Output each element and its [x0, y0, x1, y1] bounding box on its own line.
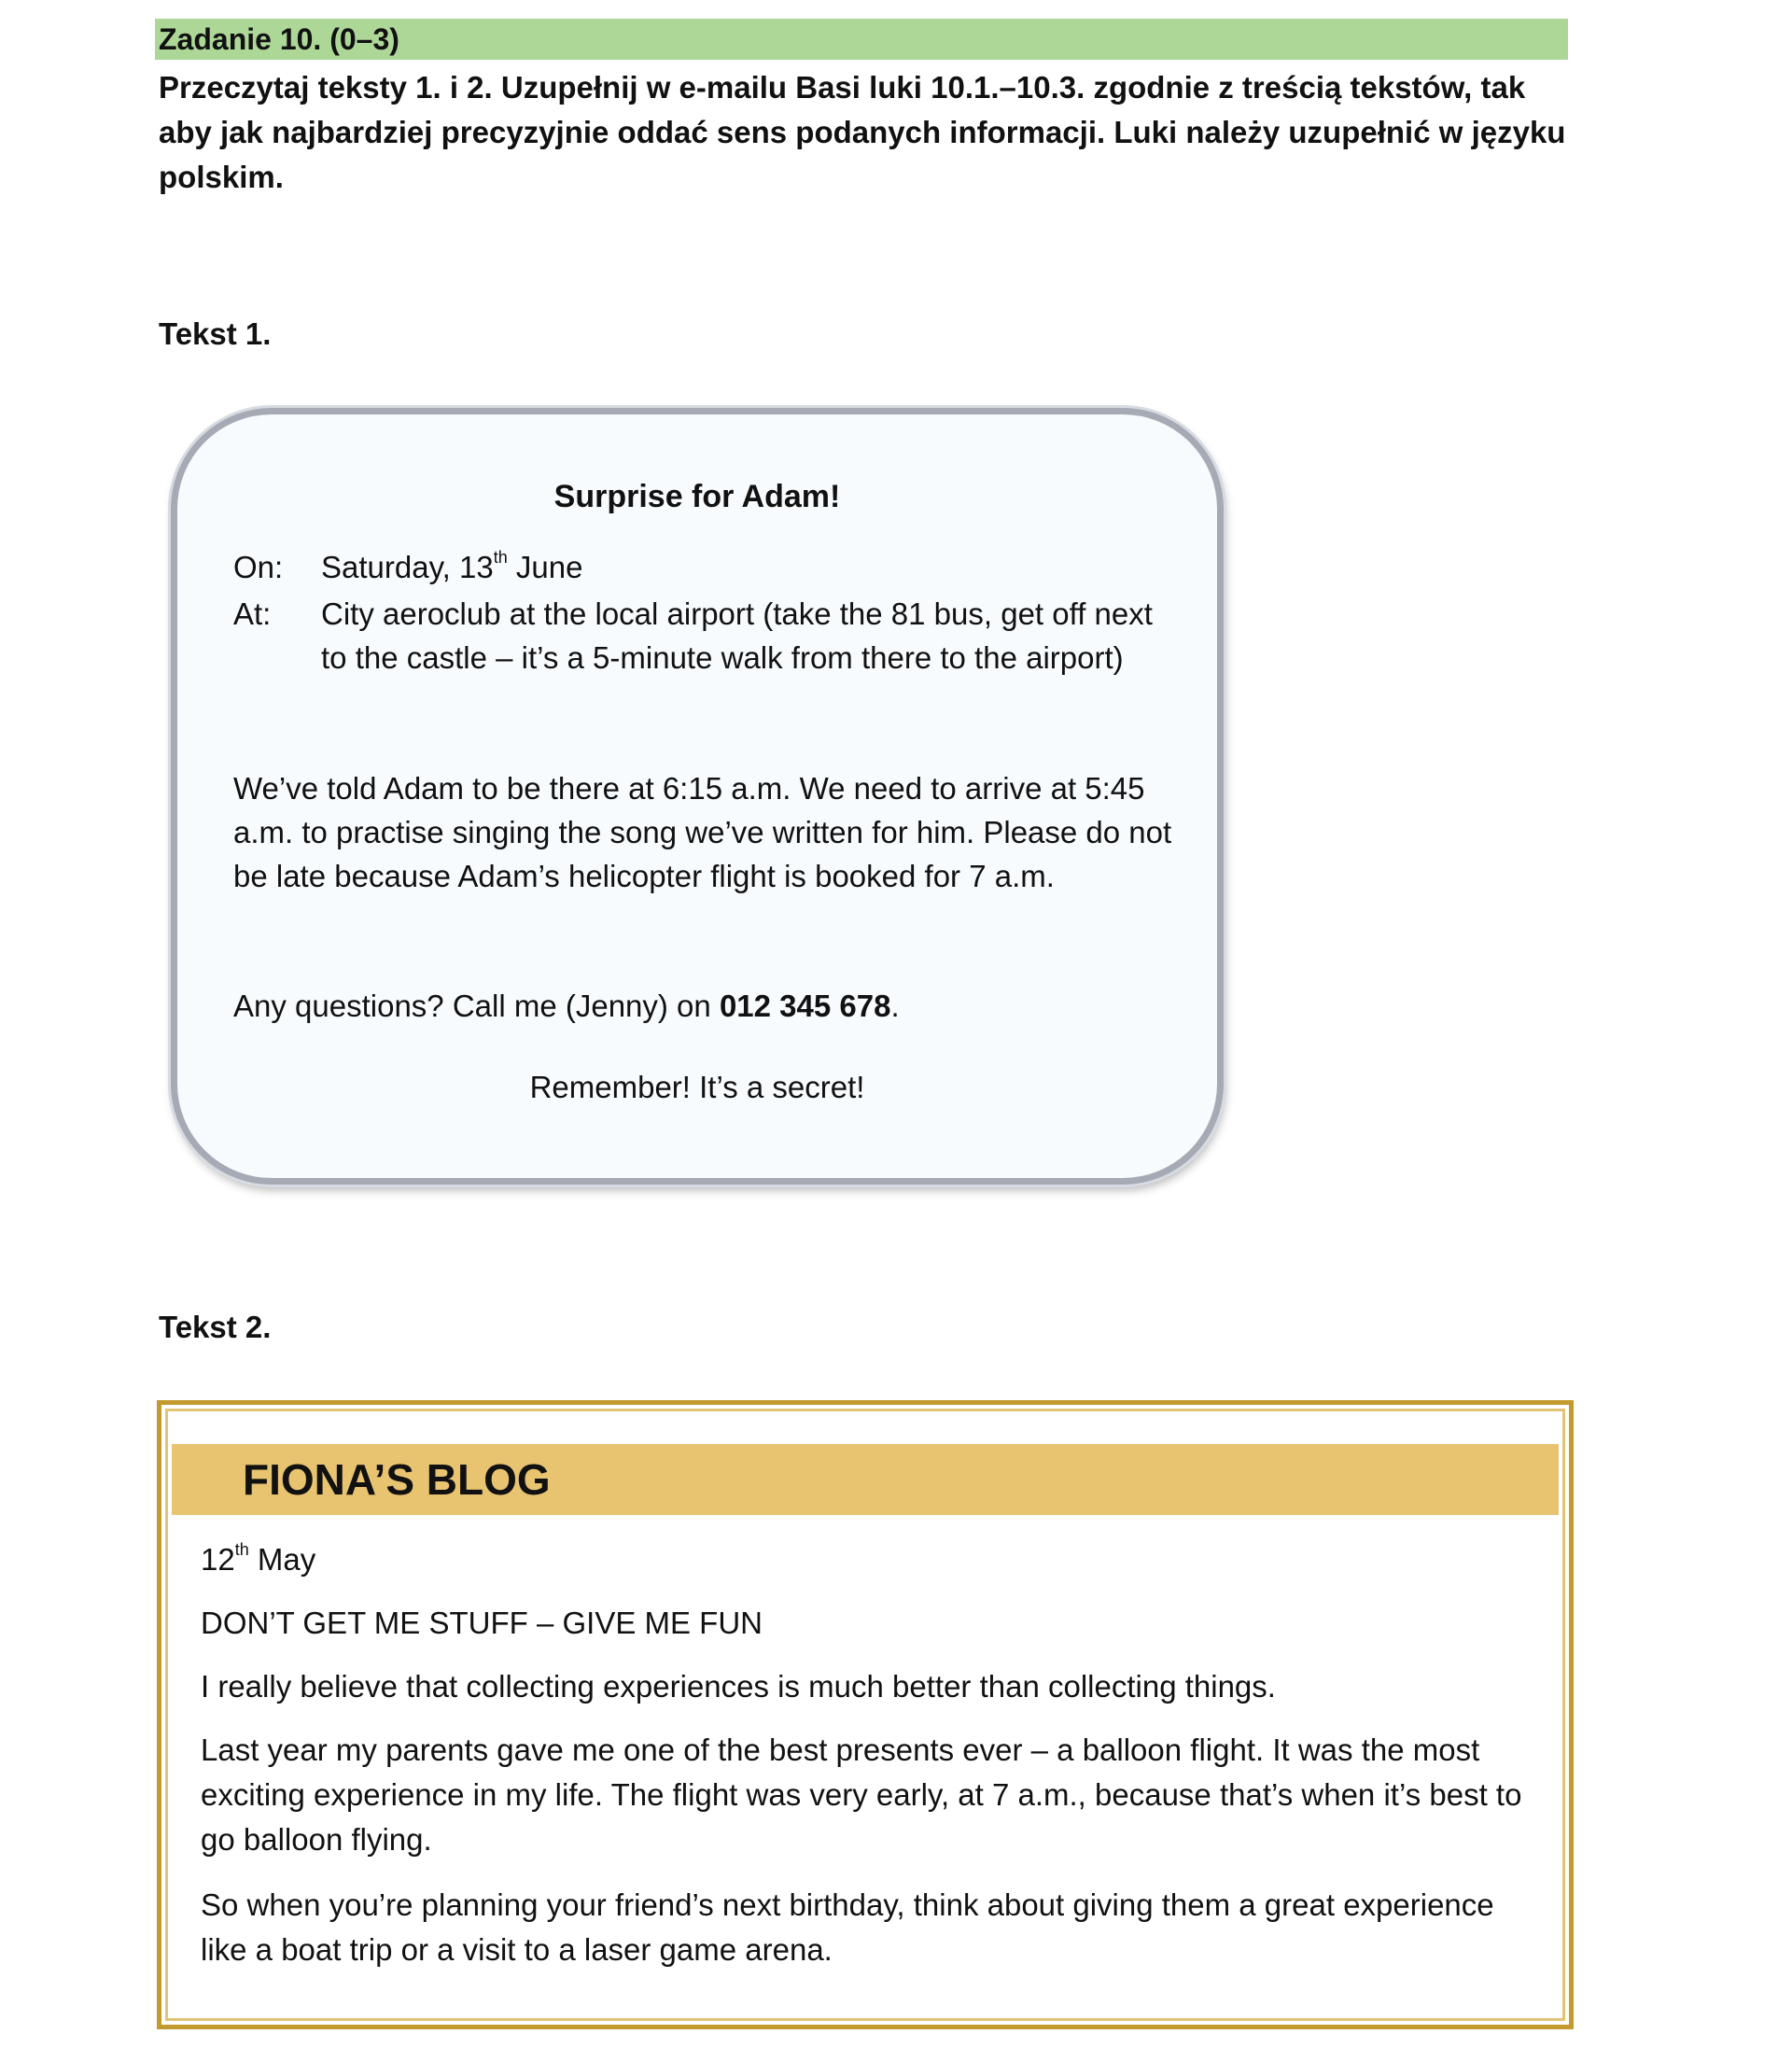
invitation-closing: Remember! It’s a secret! [529, 1070, 865, 1104]
contact-period: . [890, 989, 900, 1023]
task-instruction: Przeczytaj teksty 1. i 2. Uzupełnij w e-mailu Basi luki 10.1.–10.3. zgodnie z treścią tekstów, tak aby jak najbardziej precyzyjnie oddać sens podanych informacji. Luki należy uzupełnić w języku polskim. [159, 70, 1566, 194]
invitation-date-value [321, 545, 1180, 589]
contact-phone: 012 345 678 [719, 989, 891, 1023]
text1-label: Tekst 1. [159, 316, 272, 351]
blog-date-suffix: th [234, 1540, 249, 1559]
date-suffix: th [493, 548, 508, 567]
blog-headline: DON’T GET ME STUFF – GIVE ME FUN [201, 1606, 763, 1640]
text2-label: Tekst 2. [159, 1310, 272, 1344]
invitation-location-key: At: [233, 596, 272, 631]
blog-paragraph-2: Last year my parents gave me one of the best presents ever – a balloon flight. It was the most exciting experience in my life. The flight was very early, at 7 a.m., because that’s when it’s best to go balloon flying. [201, 1732, 1522, 1857]
date-day: Saturday, 13 [321, 550, 494, 584]
invitation-location-value: City aeroclub at the local airport (take the 81 bus, get off next to the castle – it’s a 5-minute walk from there to the airport) [321, 596, 1153, 675]
contact-text: Any questions? Call me (Jenny) on [233, 989, 720, 1023]
invitation-title: Surprise for Adam! [553, 479, 841, 514]
invitation-card [171, 408, 1224, 1185]
task-title: Zadanie 10. (0–3) [155, 19, 1568, 60]
blog-header: FIONA’S BLOG [172, 1444, 1559, 1515]
blog-panel [157, 1400, 1574, 2029]
blog-date-day: 12 [201, 1542, 235, 1577]
invitation-instructions: We’ve told Adam to be there at 6:15 a.m. We need to arrive at 5:45 a.m. to practise singing the song we’ve written for him. Please do not be late because Adam’s helicopter flight is booked for 7 a.m. [233, 771, 1172, 893]
invitation-contact [233, 984, 1176, 1028]
blog-paragraph-1: I really believe that collecting experiences is much better than collecting things. [201, 1669, 1276, 1704]
date-month: June [507, 550, 583, 584]
invitation-date-key: On: [233, 550, 284, 584]
blog-date [201, 1537, 1545, 1582]
blog-paragraph-3: So when you’re planning your friend’s next birthday, think about giving them a great experience like a boat trip or a visit to a laser game arena. [201, 1887, 1494, 1967]
blog-date-month: May [248, 1542, 316, 1577]
